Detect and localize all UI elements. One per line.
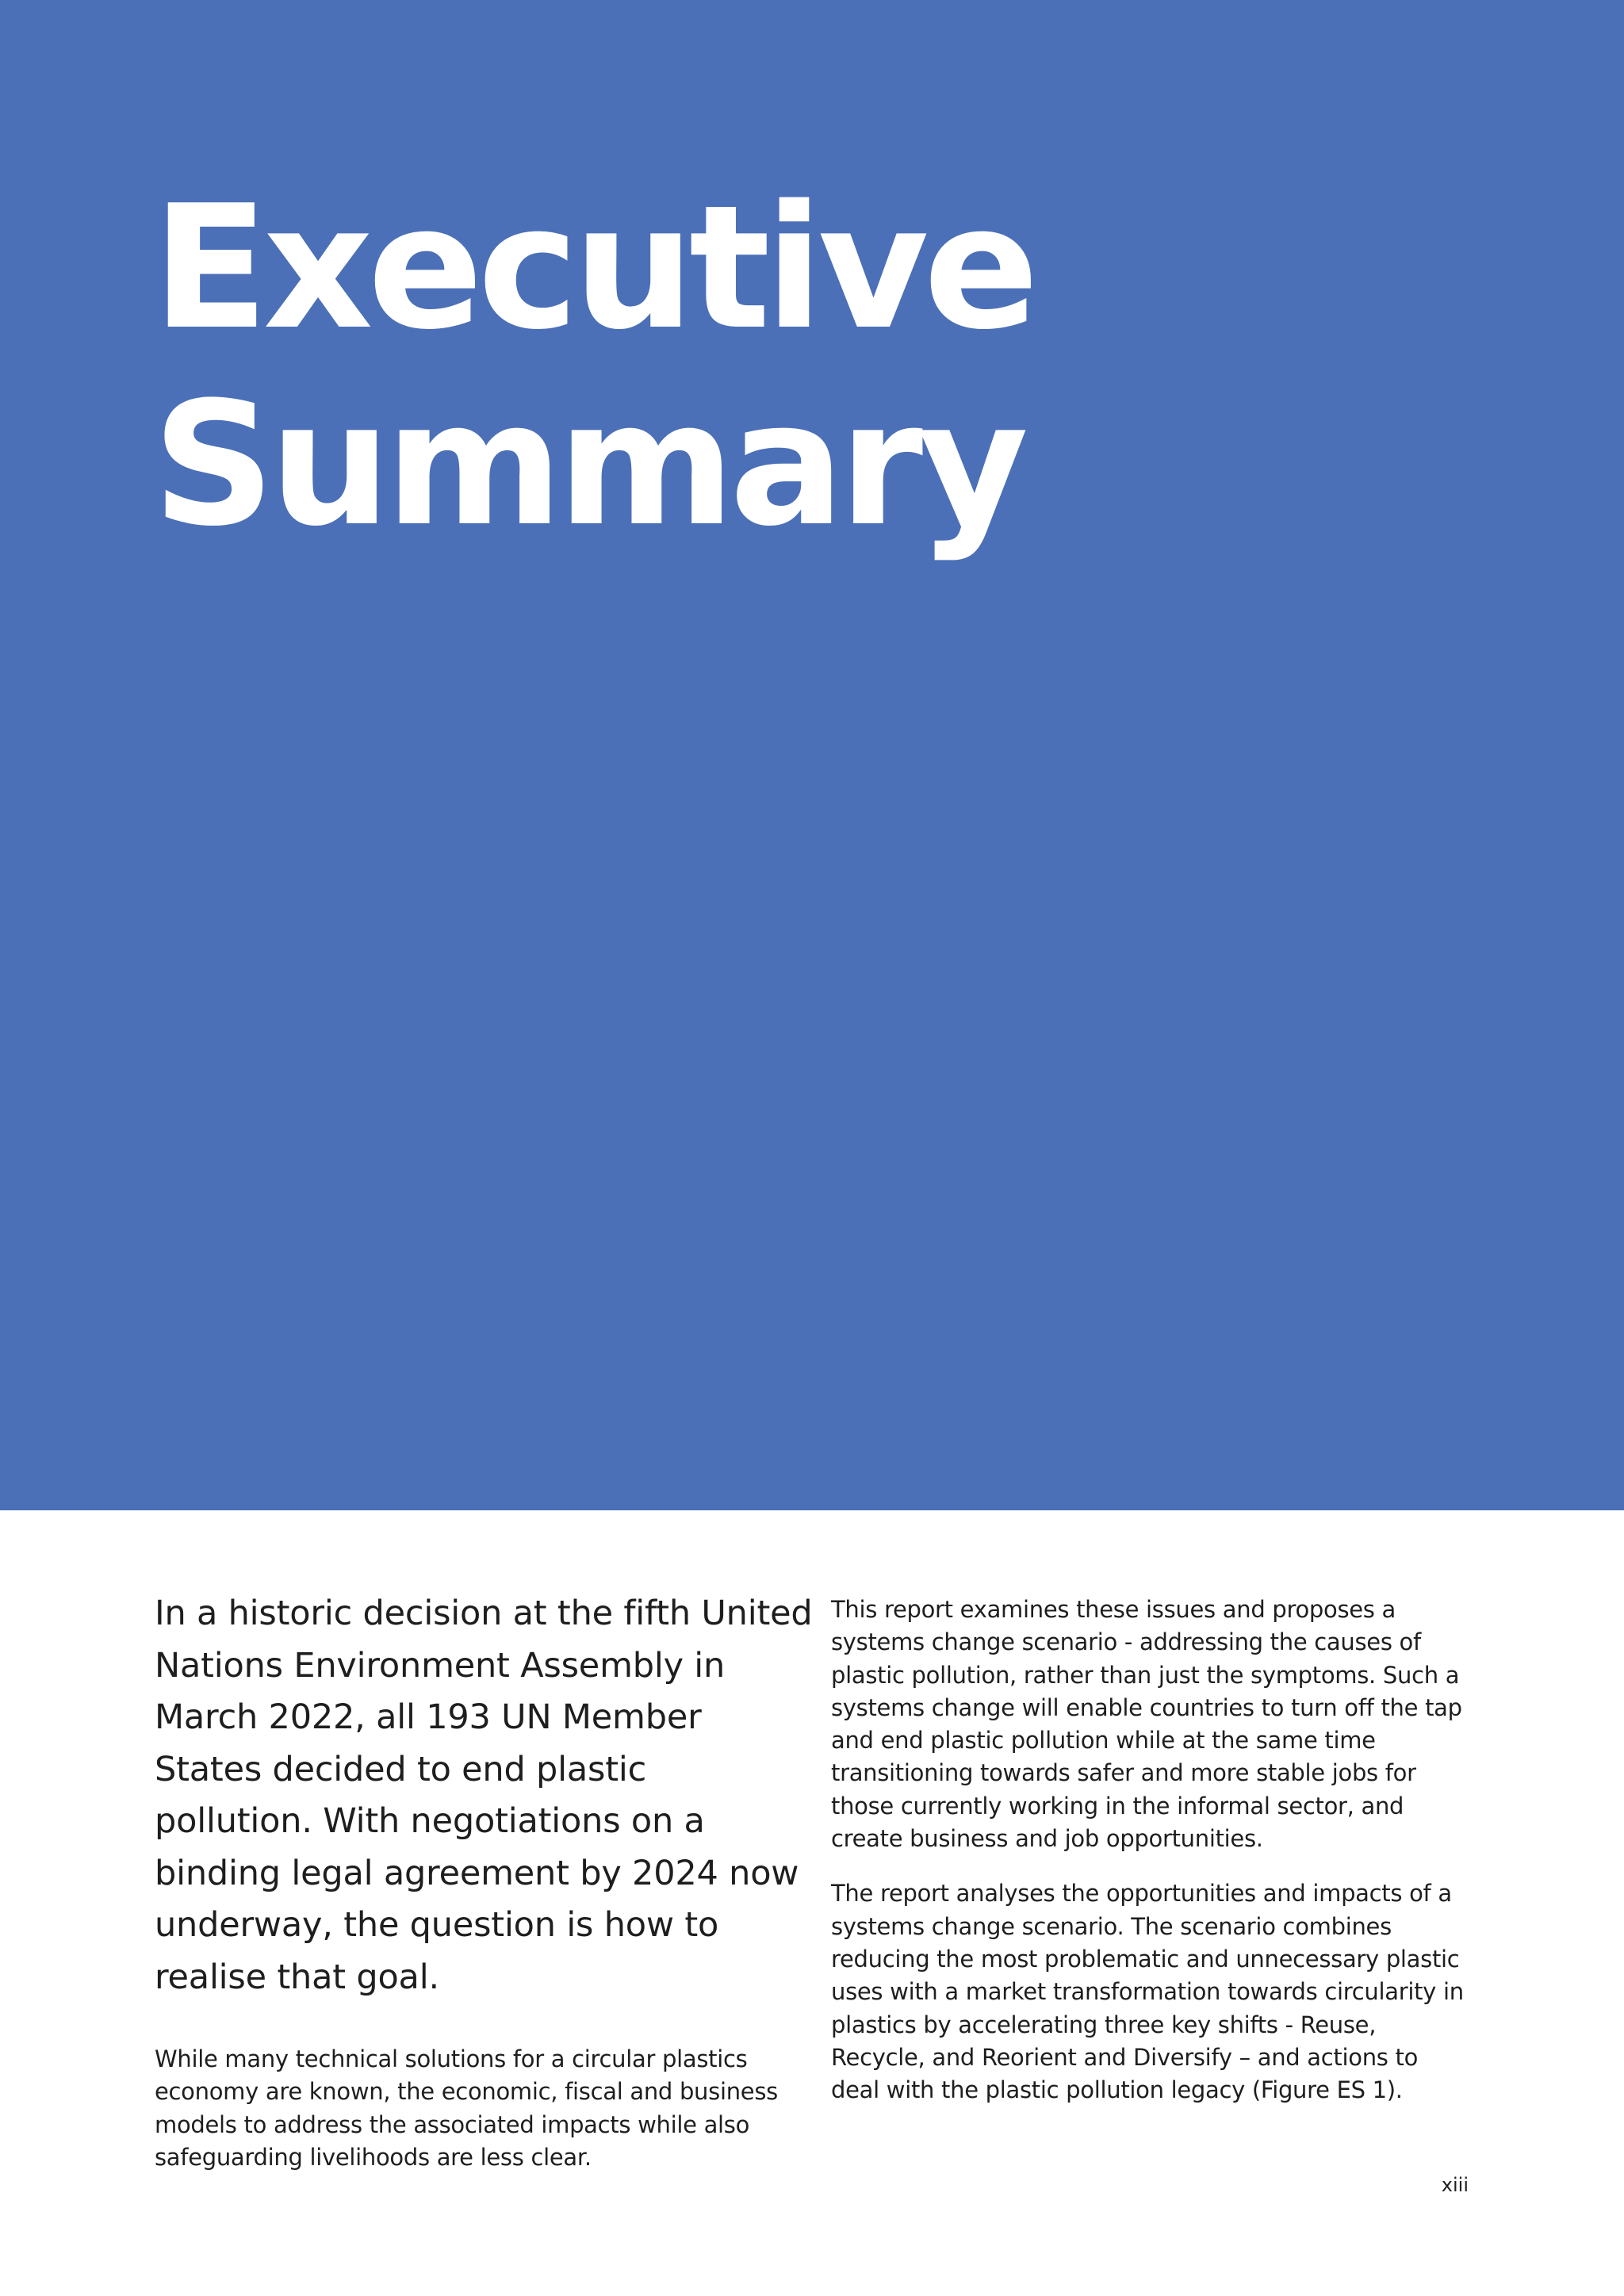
page-title: [152, 170, 1033, 563]
body-paragraph-2: The report analyses the opportunities and impacts of a systems change scenario. The scenario combines reducing the most problematic and unnecessary plastic uses with a market transformation towards circularity in plastics by accelerating three key shifts - Reuse, Recycle, and Reorient and Diversify – and actions to deal with the plastic pollution legacy (Figure ES 1).: [831, 1880, 1464, 2104]
page-number: xiii: [1441, 2174, 1469, 2196]
left-column: [155, 1588, 813, 2174]
body-paragraph: While many technical solutions for a circular plastics economy are known, the economic, fiscal and business models to address the associated impacts while also safeguarding livelihoods are less clear.: [155, 2045, 778, 2171]
body-paragraph-1: This report examines these issues and proposes a systems change scenario - addressing the causes of plastic pollution, rather than just the symptoms. Such a systems change will enable countries to turn off the tap and end plastic pollution while at the same time transitioning towards safer and more stable jobs for those currently working in the informal sector, and create business and job opportunities.: [831, 1596, 1462, 1853]
page-title-line-2: Summary: [152, 365, 1024, 564]
right-column: [831, 1594, 1465, 2107]
page-title-line-1: Executive: [152, 168, 1034, 367]
lead-paragraph: In a historic decision at the fifth United Nations Environment Assembly in March 2022, all 193 UN Member States decided to end plastic pollution. With negotiations on a binding legal agreement by 2024 now underway, the question is how to realise that goal.: [155, 1594, 813, 1997]
